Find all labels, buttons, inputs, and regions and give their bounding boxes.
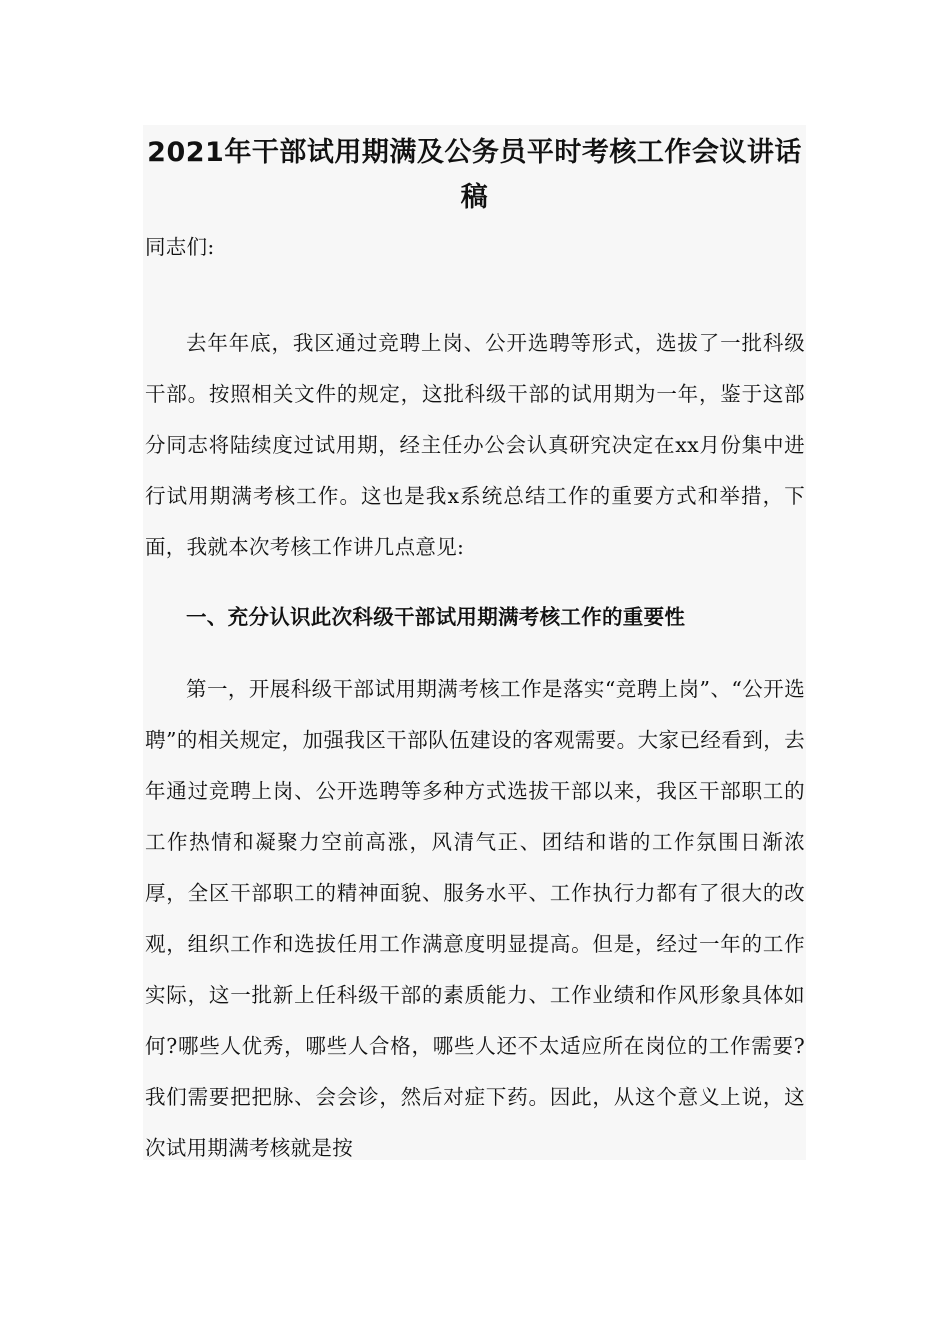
document-title: 2021年干部试用期满及公务员平时考核工作会议讲话稿 — [147, 137, 802, 213]
section-heading: 一、充分认识此次科级干部试用期满考核工作的重要性 — [186, 605, 686, 629]
salutation: 同志们: — [145, 235, 215, 259]
intro-paragraph: 去年年底，我区通过竞聘上岗、公开选聘等形式，选拔了一批科级干部。按照相关文件的规定，这批科级干部的试用期为一年，鉴于这部分同志将陆续度过试用期，经主任办公会认真研究决定在xx月份集中进行试用期满考核工作。这也是我x系统总结工作的重要方式和举措，下面，我就本次考核工作讲几点意见: — [145, 331, 805, 559]
section-paragraph: 第一，开展科级干部试用期满考核工作是落实“竞聘上岗”、“公开选聘”的相关规定，加强我区干部队伍建设的客观需要。大家已经看到，去年通过竞聘上岗、公开选聘等多种方式选拔干部以来，我区干部职工的工作热情和凝聚力空前高涨，风清气正、团结和谐的工作氛围日渐浓厚，全区干部职工的精神面貌、服务水平、工作执行力都有了很大的改观，组织工作和选拔任用工作满意度明显提高。但是，经过一年的工作实际，这一批新上任科级干部的素质能力、工作业绩和作风形象具体如何?哪些人优秀，哪些人合格，哪些人还不太适应所在岗位的工作需要?我们需要把把脉、会会诊，然后对症下药。因此，从这个意义上说，这次试用期满考核就是按 — [145, 677, 805, 1160]
